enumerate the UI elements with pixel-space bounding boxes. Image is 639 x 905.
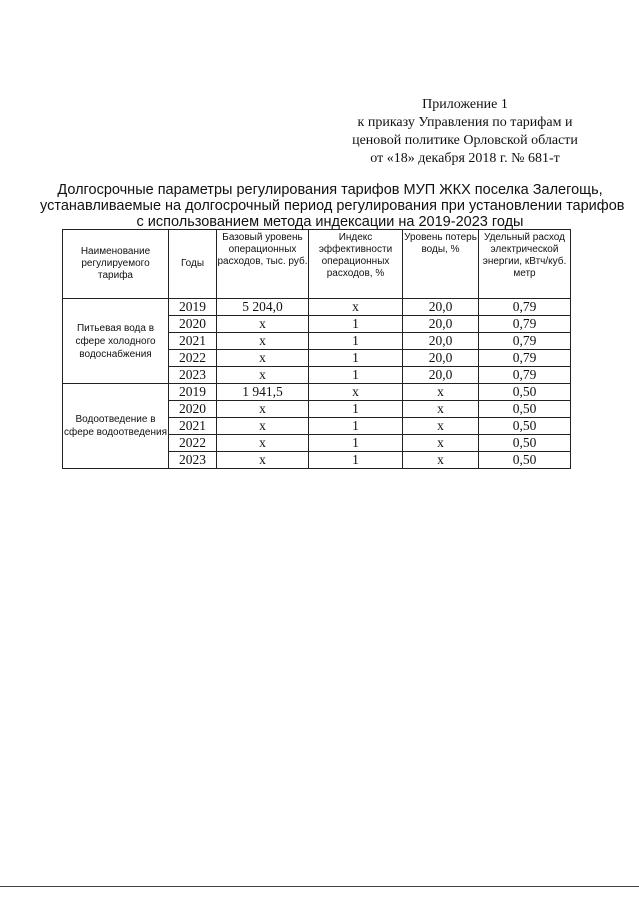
energy-cell: 0,79 bbox=[479, 333, 571, 350]
document-title bbox=[40, 182, 625, 230]
energy-cell: 0,50 bbox=[479, 435, 571, 452]
table-header-row bbox=[63, 230, 571, 299]
title-line-3: с использованием метода индексации на 2019-2023 годы bbox=[136, 214, 524, 230]
year-cell: 2023 bbox=[169, 452, 217, 469]
table-row bbox=[63, 299, 571, 316]
year-cell: 2019 bbox=[169, 384, 217, 401]
title-line-2: устанавливаемые на долгосрочный период регулирования при установлении тарифов bbox=[40, 198, 625, 214]
base-cell: x bbox=[217, 350, 309, 367]
header-efficiency-index: Индекс эффективности операционных расходов, % bbox=[309, 230, 403, 299]
tariff-parameters-table bbox=[62, 229, 571, 469]
year-cell: 2021 bbox=[169, 418, 217, 435]
energy-cell: 0,79 bbox=[479, 367, 571, 384]
table-row bbox=[63, 384, 571, 401]
year-cell: 2019 bbox=[169, 299, 217, 316]
service-name-cell: Водоотведение в сфере водоотведения bbox=[63, 384, 169, 469]
table-body bbox=[63, 299, 571, 469]
header-water-losses: Уровень потерь воды, % bbox=[403, 230, 479, 299]
year-cell: 2022 bbox=[169, 350, 217, 367]
index-cell: 1 bbox=[309, 367, 403, 384]
losses-cell: 20,0 bbox=[403, 299, 479, 316]
index-cell: 1 bbox=[309, 333, 403, 350]
energy-cell: 0,79 bbox=[479, 299, 571, 316]
energy-cell: 0,50 bbox=[479, 418, 571, 435]
losses-cell: x bbox=[403, 452, 479, 469]
index-cell: 1 bbox=[309, 418, 403, 435]
index-cell: x bbox=[309, 384, 403, 401]
losses-cell: x bbox=[403, 384, 479, 401]
appendix-header bbox=[330, 96, 600, 168]
energy-cell: 0,79 bbox=[479, 316, 571, 333]
header-year: Годы bbox=[169, 230, 217, 299]
index-cell: x bbox=[309, 299, 403, 316]
base-cell: x bbox=[217, 418, 309, 435]
base-cell: x bbox=[217, 435, 309, 452]
losses-cell: x bbox=[403, 418, 479, 435]
losses-cell: 20,0 bbox=[403, 350, 479, 367]
year-cell: 2022 bbox=[169, 435, 217, 452]
base-cell: x bbox=[217, 367, 309, 384]
appendix-authority: ценовой политике Орловской области bbox=[352, 133, 578, 148]
base-cell: 5 204,0 bbox=[217, 299, 309, 316]
header-energy-consumption: Удельный расход электрической энергии, кВтч/куб. метр bbox=[479, 230, 571, 299]
losses-cell: 20,0 bbox=[403, 316, 479, 333]
losses-cell: x bbox=[403, 401, 479, 418]
index-cell: 1 bbox=[309, 452, 403, 469]
losses-cell: 20,0 bbox=[403, 367, 479, 384]
losses-cell: x bbox=[403, 435, 479, 452]
index-cell: 1 bbox=[309, 350, 403, 367]
appendix-date-number: от «18» декабря 2018 г. № 681-т bbox=[370, 151, 560, 166]
index-cell: 1 bbox=[309, 316, 403, 333]
base-cell: x bbox=[217, 333, 309, 350]
index-cell: 1 bbox=[309, 401, 403, 418]
appendix-order-ref: к приказу Управления по тарифам и bbox=[357, 115, 573, 130]
energy-cell: 0,50 bbox=[479, 384, 571, 401]
service-name-cell: Питьевая вода в сфере холодного водоснабжения bbox=[63, 299, 169, 384]
energy-cell: 0,50 bbox=[479, 401, 571, 418]
index-cell: 1 bbox=[309, 435, 403, 452]
header-service: Наименование регулируемого тарифа bbox=[63, 230, 169, 299]
header-base-costs: Базовый уровень операционных расходов, тыс. руб. bbox=[217, 230, 309, 299]
page-bottom-rule bbox=[0, 886, 639, 887]
energy-cell: 0,79 bbox=[479, 350, 571, 367]
title-line-1: Долгосрочные параметры регулирования тарифов МУП ЖКХ поселка Залегощь, bbox=[57, 182, 603, 198]
base-cell: x bbox=[217, 401, 309, 418]
base-cell: x bbox=[217, 316, 309, 333]
appendix-title: Приложение 1 bbox=[422, 97, 508, 112]
base-cell: x bbox=[217, 452, 309, 469]
year-cell: 2021 bbox=[169, 333, 217, 350]
losses-cell: 20,0 bbox=[403, 333, 479, 350]
year-cell: 2020 bbox=[169, 316, 217, 333]
energy-cell: 0,50 bbox=[479, 452, 571, 469]
base-cell: 1 941,5 bbox=[217, 384, 309, 401]
year-cell: 2023 bbox=[169, 367, 217, 384]
year-cell: 2020 bbox=[169, 401, 217, 418]
